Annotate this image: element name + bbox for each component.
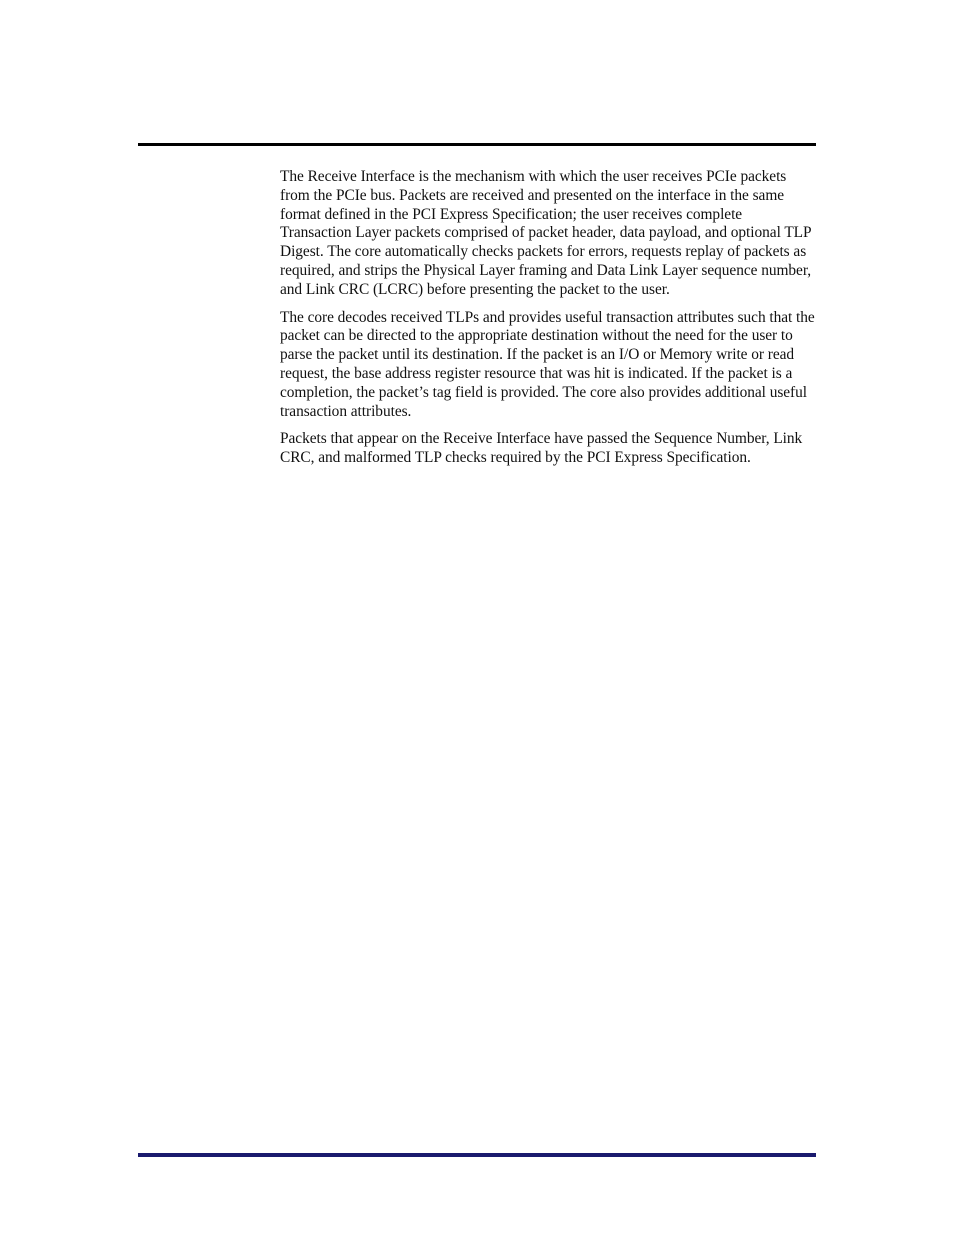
footer-rule [138, 1153, 816, 1157]
header-rule [138, 143, 816, 146]
paragraph-tlp-decoding: The core decodes received TLPs and provides useful transaction attributes such that the packet can be directed to the appropriate destination without the need for the user to parse the packet until its destination. If the packet is an I/O or Memory write or read request, the base address register resource that was hit is indicated. If the packet is a completion, the packet’s tag field is provided. The core also provides additional useful transaction attributes. [280, 308, 815, 420]
paragraph-passed-checks: Packets that appear on the Receive Interface have passed the Sequence Number, Link CRC, and malformed TLP checks required by the PCI Express Specification. [280, 430, 803, 467]
body-text [280, 168, 816, 477]
paragraph-receive-interface: The Receive Interface is the mechanism with which the user receives PCIe packets from the PCIe bus. Packets are received and presented on the interface in the same format defined in the PCI Express Specification; the user receives complete Transaction Layer packets comprised of packet header, data payload, and optional TLP Digest. The core automatically checks packets for errors, requests replay of packets as required, and strips the Physical Layer framing and Data Link Layer sequence number, and Link CRC (LCRC) before presenting the packet to the user. [280, 168, 812, 298]
